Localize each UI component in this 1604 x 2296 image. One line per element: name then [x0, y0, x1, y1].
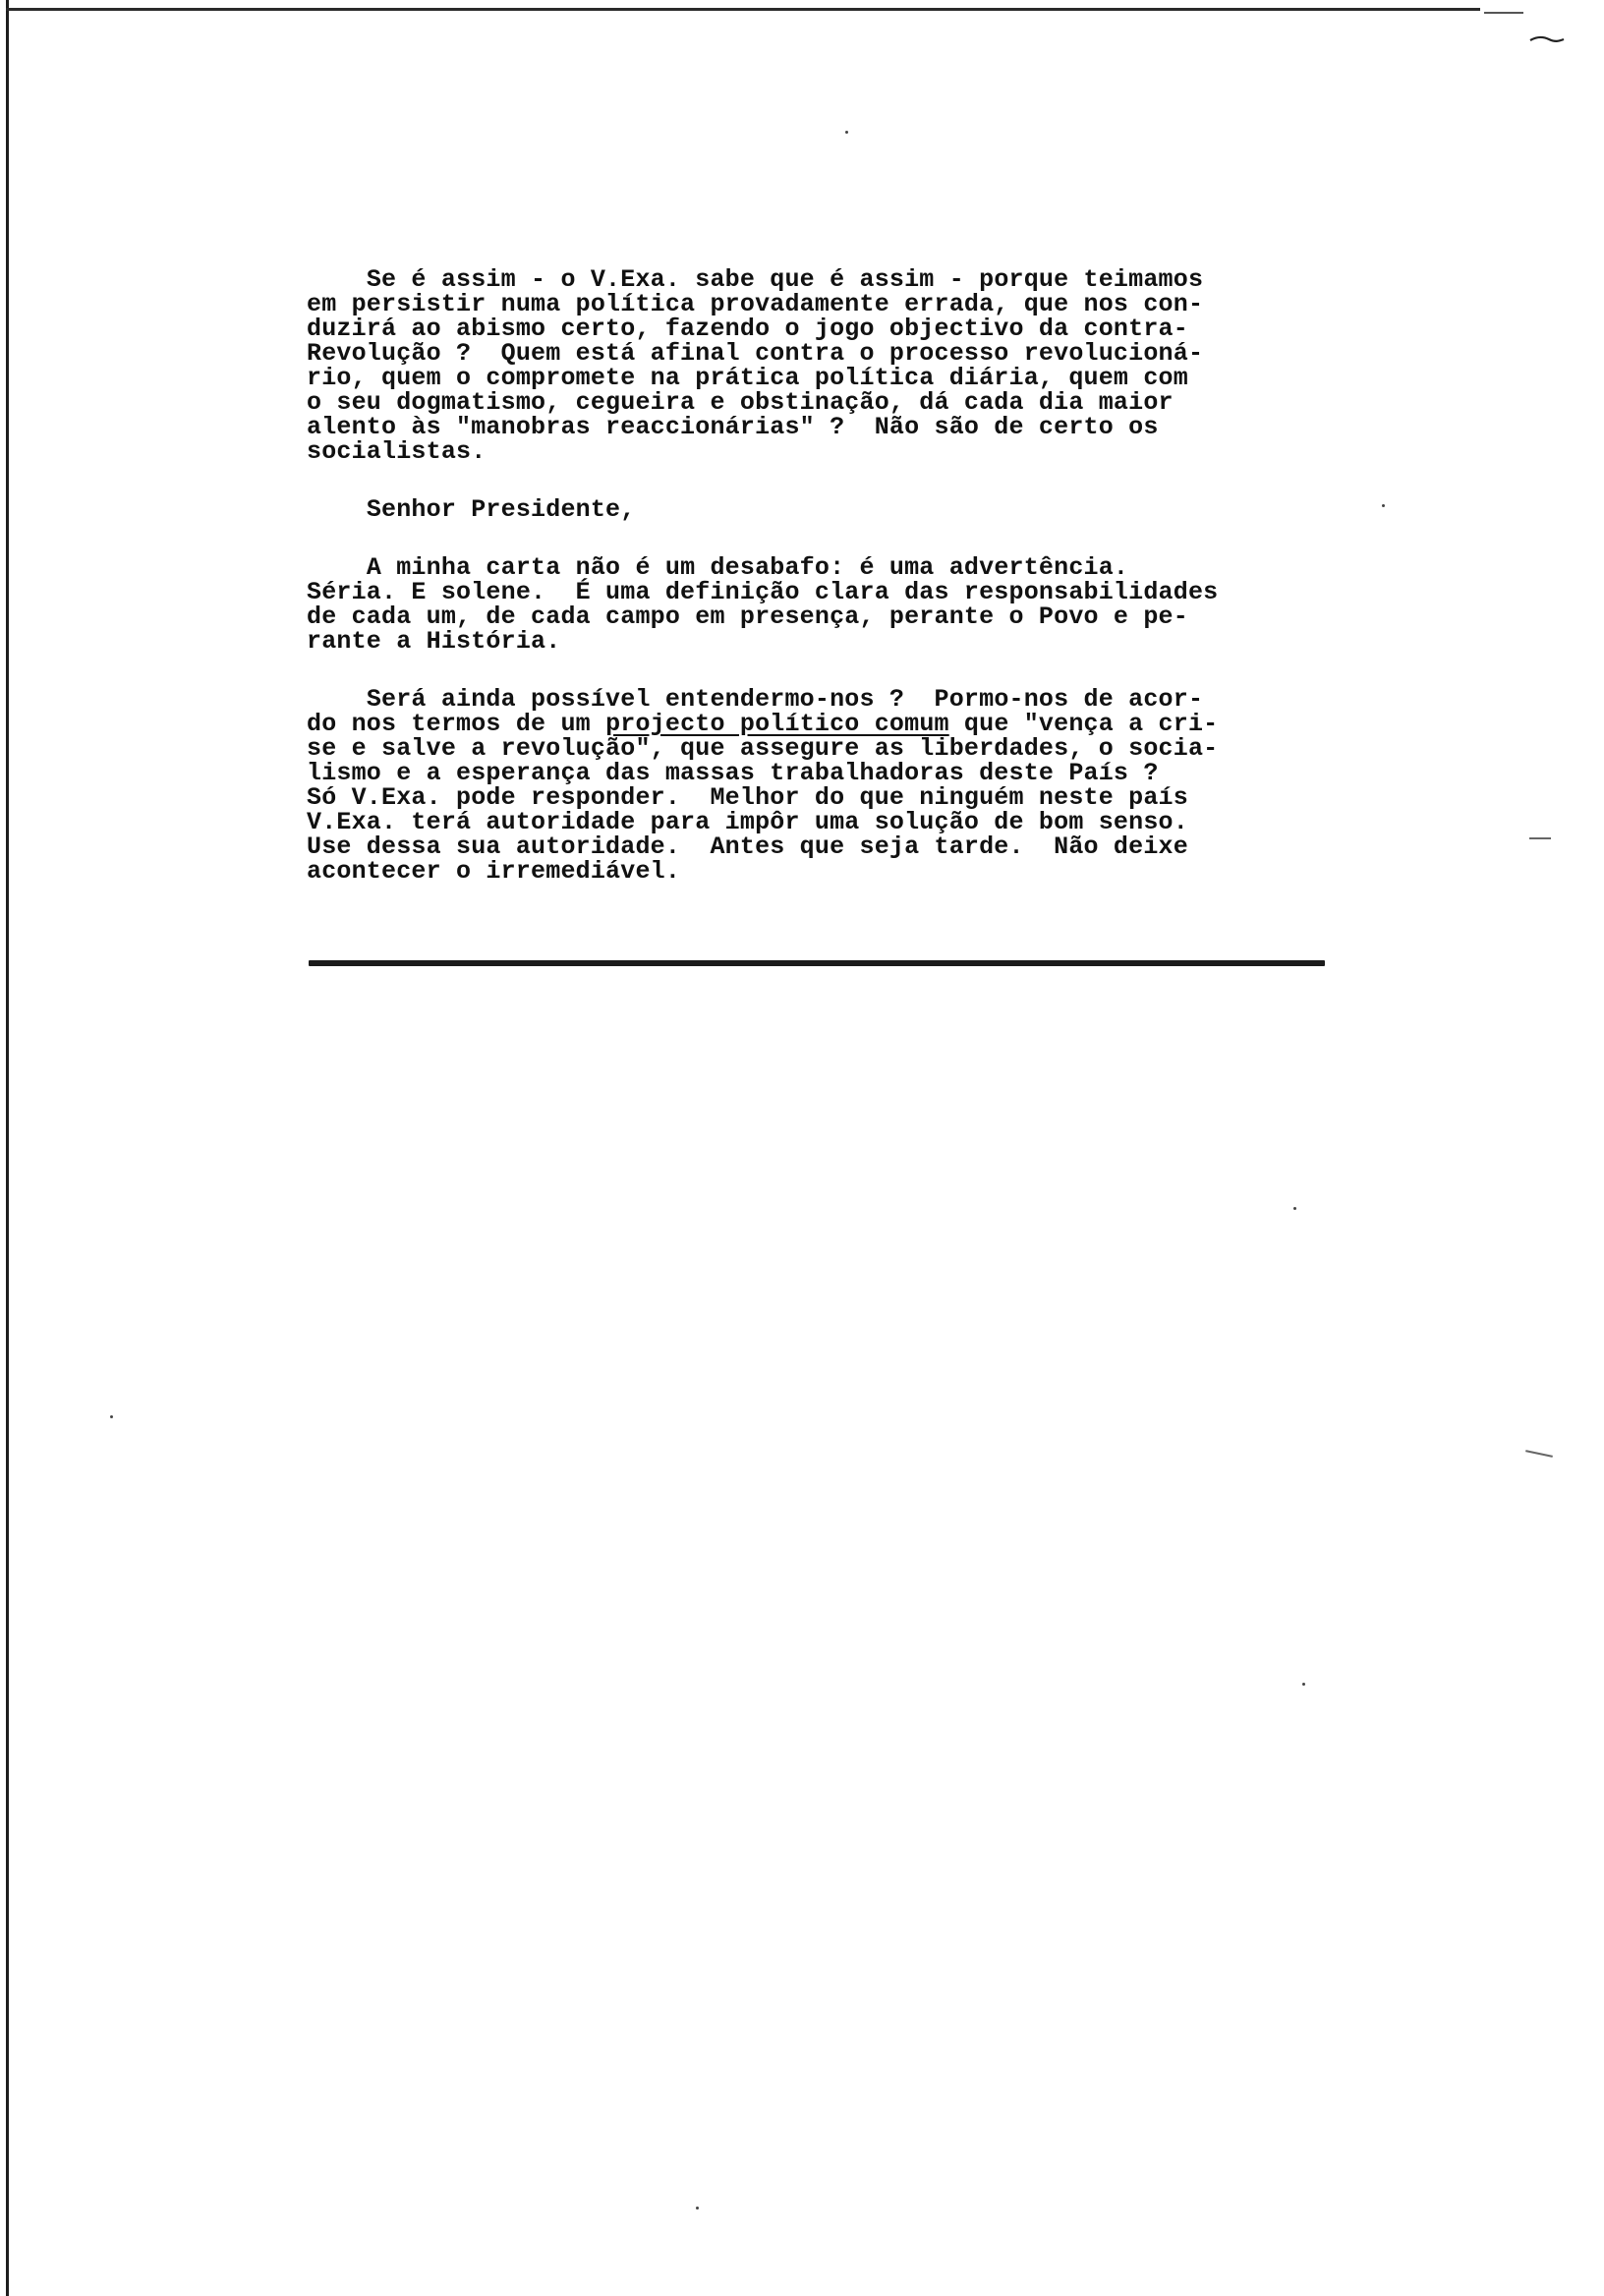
text-line: rio, quem o compromete na prática política diária, quem com: [307, 364, 1188, 392]
text-line: Séria. E solene. É uma definição clara das responsabilidades: [307, 578, 1219, 606]
paragraph-spacer: [307, 522, 1339, 555]
text-line-content: Se é assim - o V.Exa. sabe que é assim - porque teimamos: [366, 265, 1204, 294]
text-segment: que "vença a cri-: [948, 710, 1219, 738]
text-line: alento às "manobras reaccionárias" ? Não são de certo os: [307, 413, 1159, 441]
text-line-content: A minha carta não é um desabafo: é uma advertência.: [366, 553, 1129, 582]
scan-speck: [1293, 1207, 1296, 1210]
text-line: lismo e a esperança das massas trabalhadoras deste País ?: [307, 759, 1159, 787]
text-line: Revolução ? Quem está afinal contra o processo revolucioná-: [307, 339, 1204, 368]
scan-left-border: [6, 0, 9, 2296]
salutation-text: Senhor Presidente,: [366, 495, 636, 524]
paragraph-spacer: [307, 654, 1339, 687]
text-line: [307, 497, 1339, 522]
text-line: V.Exa. terá autoridade para impôr uma solução de bom senso.: [307, 808, 1188, 836]
text-line: se e salve a revolução", que assegure as liberdades, o socia-: [307, 734, 1219, 763]
scan-speck: [1382, 504, 1385, 507]
text-line: acontecer o irremediável.: [307, 857, 681, 886]
text-line: socialistas.: [307, 437, 487, 466]
corner-scribble-mark: [1529, 35, 1565, 43]
text-line: Só V.Exa. pode responder. Melhor do que ninguém neste país: [307, 783, 1188, 812]
text-line: o seu dogmatismo, cegueira e obstinação, dá cada dia maior: [307, 388, 1174, 417]
text-line: Use dessa sua autoridade. Antes que seja tarde. Não deixe: [307, 832, 1188, 861]
underlined-phrase: projecto político comum: [605, 710, 949, 738]
text-line: duzirá ao abismo certo, fazendo o jogo objectivo da contra-: [307, 315, 1188, 343]
scan-speck: [696, 2207, 699, 2210]
text-line-content: Será ainda possível entendermo-nos ? Pormo-nos de acor-: [366, 685, 1204, 714]
text-segment: do nos termos de um: [307, 710, 606, 738]
text-line: em persistir numa política provadamente errada, que nos con-: [307, 290, 1204, 318]
scan-mark: [1525, 1450, 1553, 1458]
salutation: [307, 497, 1339, 522]
scan-speck: [1302, 1683, 1305, 1686]
closing-horizontal-rule: [309, 960, 1325, 966]
scan-top-border-fragment: [1484, 12, 1523, 14]
paragraph-2: [307, 555, 1339, 654]
letter-body: [307, 267, 1339, 884]
scan-speck: [110, 1415, 113, 1418]
paragraph-spacer: [307, 464, 1339, 497]
text-line: [307, 267, 1339, 292]
text-line: de cada um, de cada campo em presença, perante o Povo e pe-: [307, 603, 1188, 631]
paragraph-1: [307, 267, 1339, 464]
text-line: rante a História.: [307, 627, 561, 656]
text-line: [307, 712, 1339, 736]
scan-top-border: [6, 8, 1480, 11]
paragraph-3: [307, 687, 1339, 884]
text-line: [307, 687, 1339, 712]
scan-mark: [1529, 837, 1551, 839]
scan-speck: [845, 131, 848, 134]
text-line: [307, 555, 1339, 580]
